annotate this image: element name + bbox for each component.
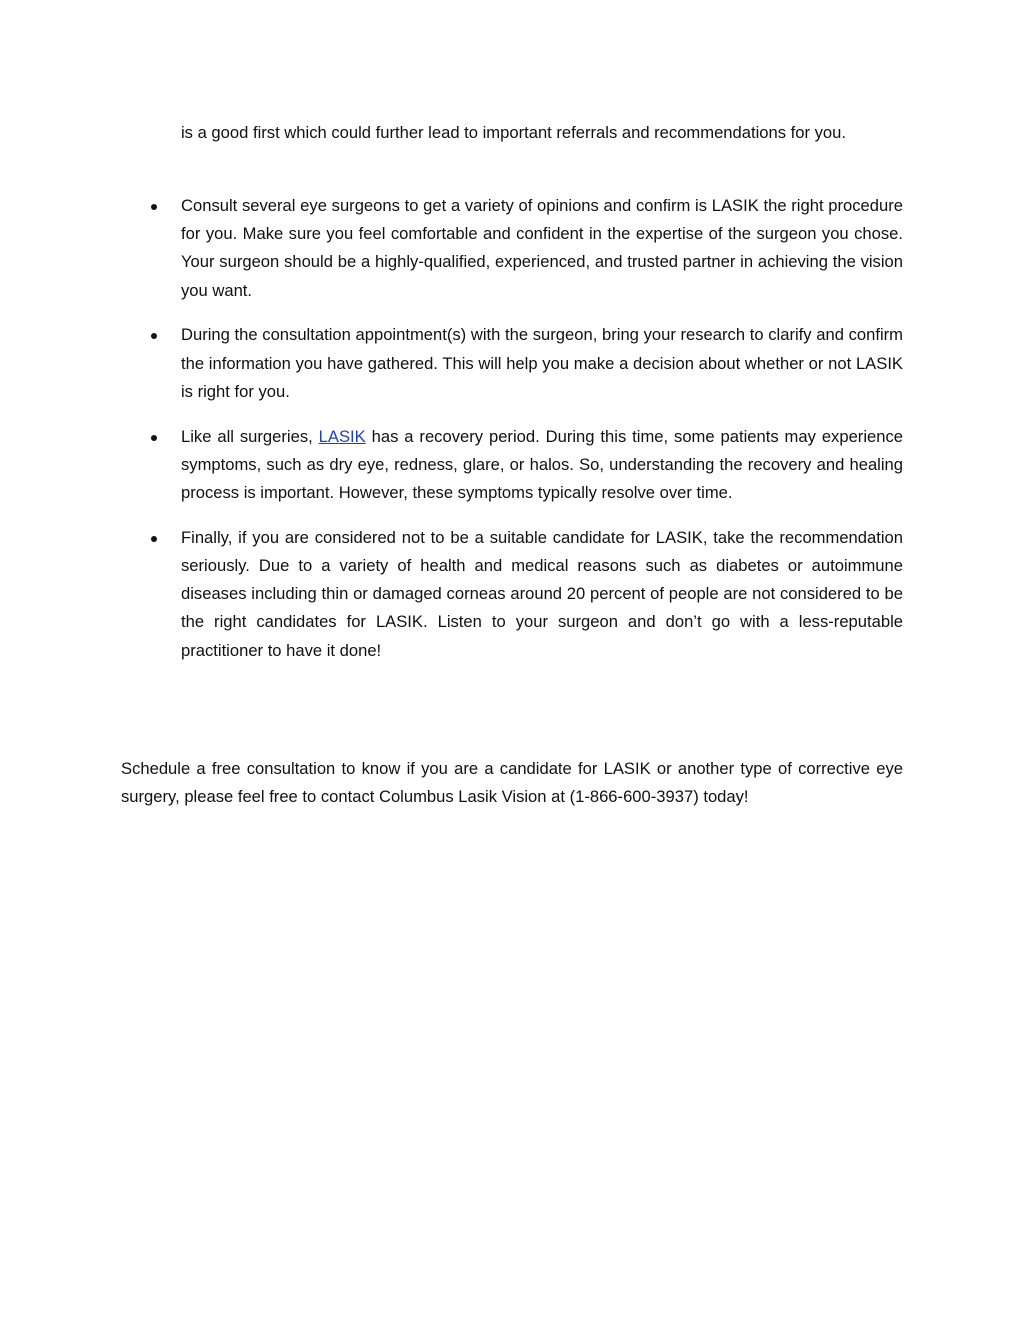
bullet-icon xyxy=(151,435,157,441)
recovery-text-before-link: Like all surgeries, xyxy=(181,426,319,446)
list-item xyxy=(0,423,1024,508)
bullet-icon xyxy=(151,536,157,542)
closing-paragraph: Schedule a free consultation to know if you are a candidate for LASIK or another type of corrective eye surgery, please feel free to contact Columbus Lasik Vision at (1-866-600-3937) today! xyxy=(121,759,903,807)
bullet-text-not-suitable-candidate: Finally, if you are considered not to be a suitable candidate for LASIK, take the recommendation seriously. Due to a variety of health and medical reasons such as diabetes or autoimmune diseases including thin or damaged corneas around 20 percent of people are not considered to be the right candidates for LASIK. Listen to your surgeon and don’t go with a less-reputable practitioner to have it done! xyxy=(181,527,903,660)
bullet-text-recovery-period xyxy=(181,423,903,508)
list-item xyxy=(0,192,1024,305)
bullet-text-consultation-appointment: During the consultation appointment(s) with the surgeon, bring your research to clarify and confirm the information you have gathered. This will help you make a decision about whether or not LASIK is right for you. xyxy=(181,325,903,401)
recovery-text-after-link: has a recovery period. During this time, some patients may experience symptoms, such as dry eye, redness, glare, or halos. So, understanding the recovery and healing process is important. However, these symptoms typically resolve over time. xyxy=(181,426,904,503)
lasik-link[interactable]: LASIK xyxy=(318,426,366,446)
list-item xyxy=(0,524,1024,665)
bullet-list xyxy=(0,192,1024,681)
bullet-icon xyxy=(151,204,157,210)
bullet-text-consult-surgeons: Consult several eye surgeons to get a variety of opinions and confirm is LASIK the right procedure for you. Make sure you feel comfortable and confident in the expertise of the surgeon you chose. Your surgeon should be a highly-qualified, experienced, and trusted partner in achieving the vision you want. xyxy=(181,196,903,300)
continuation-paragraph: is a good first which could further lead to important referrals and recommendations for you. xyxy=(181,123,846,142)
bullet-icon xyxy=(151,333,157,339)
list-item xyxy=(0,321,1024,406)
